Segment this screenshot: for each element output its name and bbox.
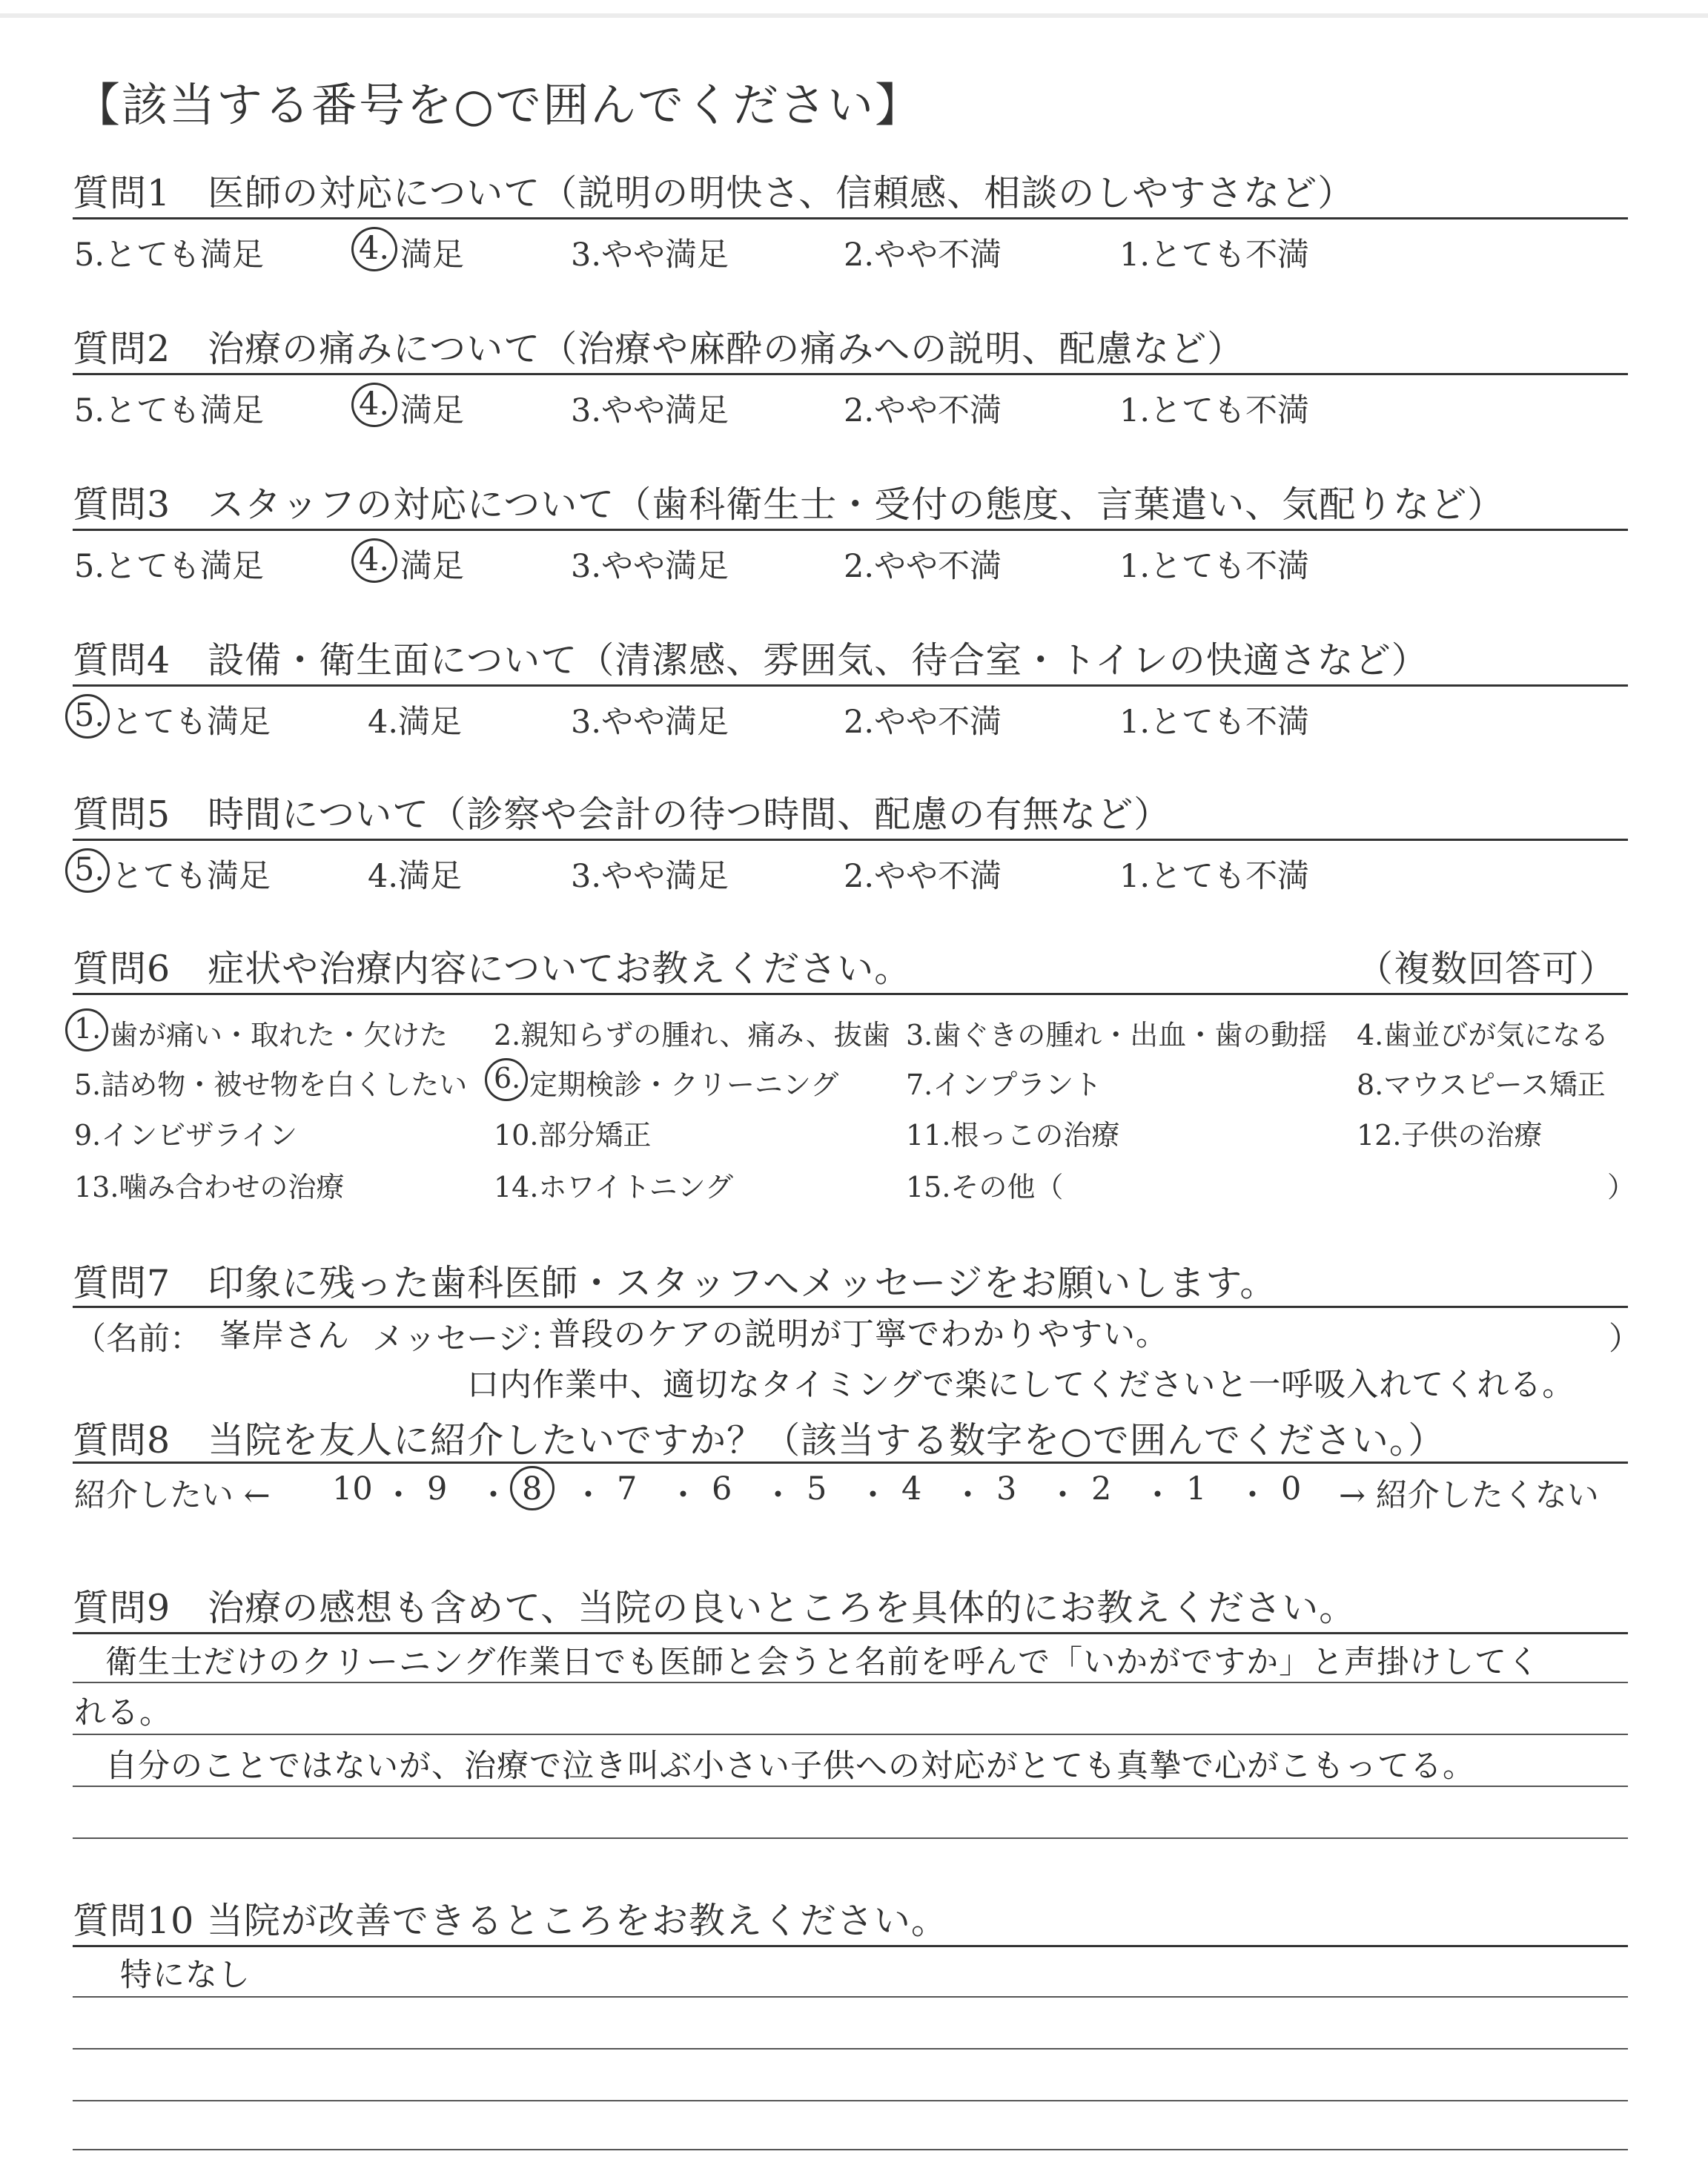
q9-writing-line-3 bbox=[73, 1786, 1628, 1787]
q3-option-3[interactable]: 3.やや満足 bbox=[571, 548, 729, 585]
q2-option-2[interactable]: 2.やや不満 bbox=[844, 392, 1002, 429]
q8-scale-1[interactable]: 1 bbox=[1186, 1470, 1207, 1507]
q6-item-4[interactable]: 4.歯並びが気になる bbox=[1357, 1019, 1609, 1051]
question-3-rule bbox=[73, 529, 1628, 531]
question-10-rule bbox=[73, 1945, 1628, 1947]
q8-scale-separator: ・ bbox=[762, 1477, 794, 1514]
q8-scale-separator: ・ bbox=[383, 1477, 414, 1514]
question-6-label: 質問6 症状や治療内容についてお教えください。 bbox=[73, 948, 912, 990]
q6-item-7[interactable]: 7.インプラント bbox=[906, 1069, 1102, 1101]
q4-option-4[interactable]: 4.満足 bbox=[368, 704, 463, 741]
q5-selected-circle bbox=[65, 848, 110, 893]
q6-item-15-close: ） bbox=[1607, 1171, 1636, 1203]
q6-item-1-label[interactable]: 歯が痛い・取れた・欠けた bbox=[110, 1019, 448, 1051]
q1-option-2[interactable]: 2.やや不満 bbox=[844, 237, 1002, 274]
question-2-rule bbox=[73, 373, 1628, 375]
q8-right-label: → 紹介したくない bbox=[1339, 1477, 1599, 1514]
q9-answer-line-3[interactable]: 自分のことではないが、治療で泣き叫ぶ小さい子供への対応がとても真摯で心がこもってる。 bbox=[105, 1748, 1475, 1785]
q8-scale-separator: ・ bbox=[572, 1477, 604, 1514]
q6-item-5[interactable]: 5.詰め物・被せ物を白くしたい bbox=[74, 1069, 468, 1101]
question-1-label: 質問1 医師の対応について（説明の明快さ、信頼感、相談のしやすさなど） bbox=[73, 172, 1355, 214]
question-1-rule bbox=[73, 217, 1628, 219]
question-10-label: 質問10 当院が改善できるところをお教えください。 bbox=[73, 1900, 948, 1942]
q2-option-1[interactable]: 1.とても不満 bbox=[1119, 392, 1310, 429]
page-title: 【該当する番号を○で囲んでください】 bbox=[74, 78, 923, 132]
q2-option-4-number[interactable]: 4. bbox=[359, 386, 390, 423]
q3-option-4-label[interactable]: 満足 bbox=[400, 548, 464, 585]
q1-option-4-number[interactable]: 4. bbox=[359, 230, 390, 267]
q6-item-12[interactable]: 12.子供の治療 bbox=[1357, 1119, 1543, 1152]
q8-scale-separator: ・ bbox=[857, 1477, 889, 1514]
q10-writing-line-4 bbox=[73, 2149, 1628, 2150]
q8-scale-4[interactable]: 4 bbox=[901, 1470, 922, 1507]
question-7-label: 質問7 印象に残った歯科医師・スタッフへメッセージをお願いします。 bbox=[73, 1262, 1277, 1304]
question-8-rule bbox=[73, 1462, 1628, 1464]
q6-item-13[interactable]: 13.噛み合わせの治療 bbox=[74, 1171, 345, 1203]
q6-item-6-circle bbox=[485, 1058, 528, 1101]
q8-scale-0[interactable]: 0 bbox=[1281, 1470, 1302, 1507]
q7-message-line-2[interactable]: 口内作業中、適切なタイミングで楽にしてくださいと一呼吸入れてくれる。 bbox=[467, 1367, 1575, 1404]
q7-message-line-1[interactable]: 普段のケアの説明が丁寧でわかりやすい。 bbox=[549, 1316, 1168, 1353]
question-9-rule bbox=[73, 1632, 1628, 1634]
q3-option-2[interactable]: 2.やや不満 bbox=[844, 548, 1002, 585]
q9-answer-line-2[interactable]: れる。 bbox=[74, 1694, 172, 1731]
scan-edge bbox=[0, 13, 1708, 18]
q1-option-3[interactable]: 3.やや満足 bbox=[571, 237, 729, 274]
question-6-rule bbox=[73, 993, 1628, 995]
q8-scale-7[interactable]: 7 bbox=[617, 1470, 638, 1507]
q10-writing-line-1 bbox=[73, 1996, 1628, 1998]
q6-item-6-label[interactable]: 定期検診・クリーニング bbox=[529, 1069, 839, 1101]
q7-name-value[interactable]: 峯岸さん bbox=[219, 1318, 350, 1355]
q8-selected-circle bbox=[510, 1466, 555, 1510]
q2-option-3[interactable]: 3.やや満足 bbox=[571, 392, 729, 429]
q8-left-label: 紹介したい ← bbox=[74, 1477, 271, 1514]
q6-item-9[interactable]: 9.インビザライン bbox=[74, 1119, 298, 1152]
question-5-rule bbox=[73, 839, 1628, 841]
q8-scale-separator: ・ bbox=[477, 1477, 509, 1514]
q5-option-3[interactable]: 3.やや満足 bbox=[571, 858, 729, 895]
q8-scale-separator: ・ bbox=[1142, 1477, 1174, 1514]
q9-writing-line-4 bbox=[73, 1837, 1628, 1839]
q5-option-5-number[interactable]: 5. bbox=[74, 851, 105, 888]
q5-option-2[interactable]: 2.やや不満 bbox=[844, 858, 1002, 895]
q4-option-5-number[interactable]: 5. bbox=[74, 697, 105, 734]
q10-answer[interactable]: 特になし bbox=[120, 1957, 251, 1994]
question-4-rule bbox=[73, 684, 1628, 687]
question-4-label: 質問4 設備・衛生面について（清潔感、雰囲気、待合室・トイレの快適さなど） bbox=[73, 639, 1429, 681]
q6-item-2[interactable]: 2.親知らずの腫れ、痛み、抜歯 bbox=[494, 1019, 890, 1051]
q4-option-2[interactable]: 2.やや不満 bbox=[844, 704, 1002, 741]
q7-name-label: （名前： bbox=[74, 1321, 202, 1358]
q1-option-4-label[interactable]: 満足 bbox=[400, 237, 464, 274]
question-8-label: 質問8 当院を友人に紹介したいですか？（該当する数字を○で囲んでください。） bbox=[73, 1419, 1446, 1462]
q10-writing-line-2 bbox=[73, 2048, 1628, 2050]
question-7-rule bbox=[73, 1306, 1628, 1308]
q6-item-1-number[interactable]: 1. bbox=[74, 1012, 102, 1045]
q6-item-3[interactable]: 3.歯ぐきの腫れ・出血・歯の動揺 bbox=[906, 1019, 1328, 1051]
q1-selected-circle bbox=[351, 227, 397, 271]
q6-item-8[interactable]: 8.マウスピース矯正 bbox=[1357, 1069, 1606, 1101]
q10-writing-line-3 bbox=[73, 2100, 1628, 2101]
question-3-label: 質問3 スタッフの対応について（歯科衛生士・受付の態度、言葉遣い、気配りなど） bbox=[73, 483, 1505, 526]
question-5-label: 質問5 時間について（診察や会計の待つ時間、配慮の有無など） bbox=[73, 793, 1171, 836]
q6-item-6-number[interactable]: 6. bbox=[494, 1062, 521, 1094]
q2-option-4-label[interactable]: 満足 bbox=[400, 392, 464, 429]
q4-option-3[interactable]: 3.やや満足 bbox=[571, 704, 729, 741]
q3-option-1[interactable]: 1.とても不満 bbox=[1119, 548, 1310, 585]
q7-close-paren: ） bbox=[1609, 1321, 1641, 1358]
q5-option-1[interactable]: 1.とても不満 bbox=[1119, 858, 1310, 895]
q9-writing-line-2 bbox=[73, 1734, 1628, 1735]
q7-message-label: メッセージ： bbox=[372, 1321, 562, 1358]
q2-selected-circle bbox=[351, 383, 397, 427]
q6-item-14[interactable]: 14.ホワイトニング bbox=[494, 1171, 734, 1203]
question-9-label: 質問9 治療の感想も含めて、当院の良いところを具体的にお教えください。 bbox=[73, 1587, 1357, 1629]
q3-selected-circle bbox=[351, 538, 397, 583]
q5-option-4[interactable]: 4.満足 bbox=[368, 858, 463, 895]
q8-scale-6[interactable]: 6 bbox=[712, 1470, 732, 1507]
q8-scale-5[interactable]: 5 bbox=[807, 1470, 827, 1507]
q8-scale-separator: ・ bbox=[1047, 1477, 1079, 1514]
q3-option-5[interactable]: 5.とても満足 bbox=[74, 548, 265, 585]
q8-scale-separator: ・ bbox=[952, 1477, 984, 1514]
q8-scale-separator: ・ bbox=[1237, 1477, 1268, 1514]
q4-option-5-label[interactable]: とても満足 bbox=[111, 704, 271, 741]
q3-option-4-number[interactable]: 4. bbox=[359, 541, 390, 578]
q4-selected-circle bbox=[65, 694, 110, 739]
q1-option-1[interactable]: 1.とても不満 bbox=[1119, 237, 1310, 274]
q2-option-5[interactable]: 5.とても満足 bbox=[74, 392, 265, 429]
q8-scale-8[interactable]: 8 bbox=[522, 1470, 543, 1507]
q6-item-15[interactable]: 15.その他（ bbox=[906, 1171, 1064, 1203]
q6-item-11[interactable]: 11.根っこの治療 bbox=[906, 1119, 1120, 1152]
question-2-label: 質問2 治療の痛みについて（治療や麻酔の痛みへの説明、配慮など） bbox=[73, 328, 1245, 370]
q8-scale-3[interactable]: 3 bbox=[996, 1470, 1017, 1507]
q5-option-5-label[interactable]: とても満足 bbox=[111, 858, 271, 895]
q9-writing-line-1 bbox=[73, 1682, 1628, 1683]
q8-scale-9[interactable]: 9 bbox=[427, 1470, 448, 1507]
q6-item-1-circle bbox=[65, 1008, 108, 1051]
q8-scale-10[interactable]: 10 bbox=[332, 1470, 373, 1507]
q9-answer-line-1[interactable]: 衛生士だけのクリーニング作業日でも医師と会うと名前を呼んで「いかがですか」と声掛けしてく bbox=[105, 1644, 1540, 1681]
q1-option-5[interactable]: 5.とても満足 bbox=[74, 237, 265, 274]
q8-scale-2[interactable]: 2 bbox=[1091, 1470, 1112, 1507]
question-6-note: （複数回答可） bbox=[1357, 948, 1617, 990]
q8-scale-separator: ・ bbox=[667, 1477, 699, 1514]
q6-item-10[interactable]: 10.部分矯正 bbox=[494, 1119, 652, 1152]
q4-option-1[interactable]: 1.とても不満 bbox=[1119, 704, 1310, 741]
